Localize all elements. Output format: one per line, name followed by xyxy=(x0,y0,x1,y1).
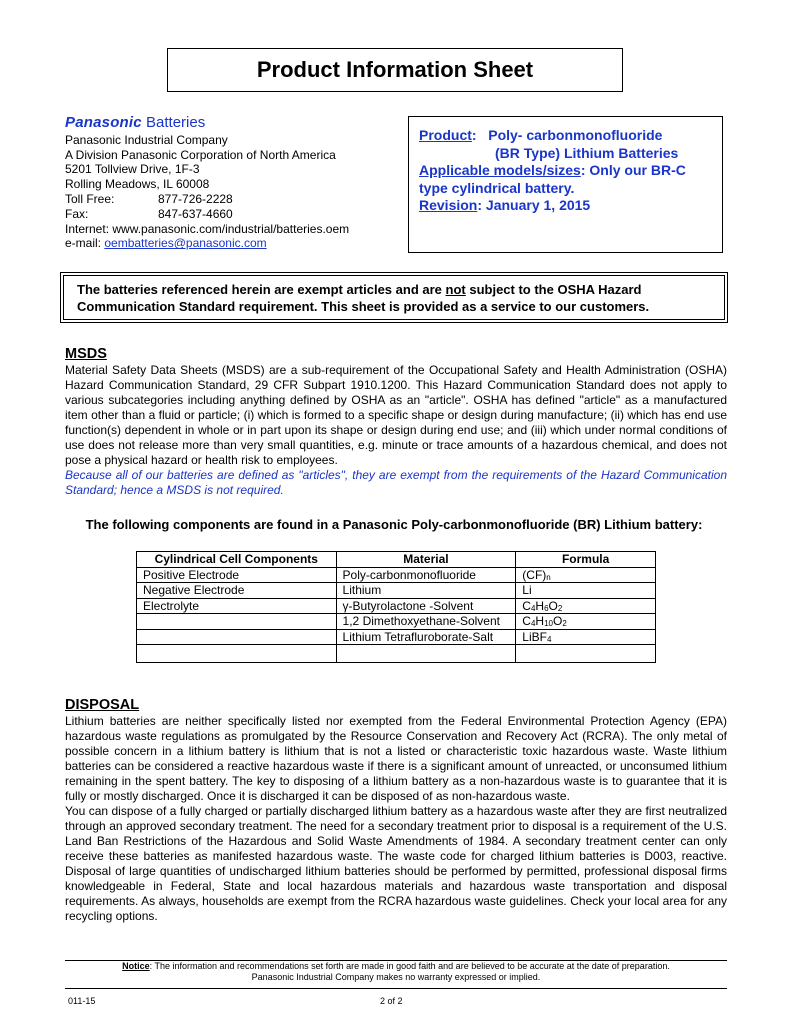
product-line1: Product: Poly- carbonmonofluoride xyxy=(419,127,663,143)
cell-material: Lithium xyxy=(336,583,516,599)
components-table xyxy=(136,551,656,663)
internet-row: Internet: www.panasonic.com/industrial/batteries.oem xyxy=(65,221,350,236)
formula-base: LiBF xyxy=(522,629,547,644)
company-address1: 5201 Tollview Drive, 1F-3 xyxy=(65,162,200,177)
email-link[interactable]: oembatteries@panasonic.com xyxy=(104,236,267,251)
formula-sub: 4 xyxy=(530,603,536,613)
tollfree-row xyxy=(65,192,395,207)
email-row xyxy=(65,236,395,251)
components-heading: The following components are found in a Panasonic Poly-carbonmonofluoride (BR) Lithium battery: xyxy=(85,517,703,532)
msds-body xyxy=(65,363,727,498)
cell-material: γ-Butyrolactone -Solvent xyxy=(336,598,516,614)
page-title: Product Information Sheet xyxy=(256,57,534,82)
exempt-notice-box xyxy=(60,272,728,323)
models-label: Applicable models/sizes xyxy=(419,162,581,178)
product-label: Product xyxy=(419,127,472,143)
revision-label: Revision xyxy=(419,197,478,213)
msds-heading: MSDS xyxy=(65,346,107,362)
table-row xyxy=(137,629,656,645)
notice-part1: The batteries referenced herein are exempt articles and are xyxy=(77,282,446,297)
disposal-paragraph-2: You can dispose of a fully charged or partially discharged lithium battery as a hazardous waste after they are first neutralized through an approved secondary treatment. The need for a secondary treatment prior to disposal is a requirement of the U.S. Land Ban Restrictions of the Hazardous and Solid Waste Amendments of 1984. A secondary treatment center can only receive these batteries as manifested hazardous waste. The waste code for charged lithium batteries is D003, reactive. Disposal of large quantities of undischarged lithium batteries should be performed by permitted, professional disposal firms knowledgeable in Federal, State and local hazardous materials and hazardous waste transportation and disposal requirements. As always, households are exempt from the RCRA hazardous waste guidelines. Check your local area for any recycling options. xyxy=(65,804,727,923)
company-name: Panasonic Industrial Company xyxy=(65,132,228,147)
brand-line xyxy=(65,116,395,131)
panasonic-logo: Panasonic xyxy=(65,114,142,131)
cell-formula xyxy=(516,583,656,599)
table-row xyxy=(137,645,656,663)
tollfree-number: 877-726-2228 xyxy=(158,191,233,206)
cell-material: Poly-carbonmonofluoride xyxy=(336,567,516,583)
formula-base: (CF) xyxy=(522,567,547,582)
notice-not: not xyxy=(445,282,466,297)
cell-component xyxy=(137,614,337,630)
revision-value: : January 1, 2015 xyxy=(477,197,591,213)
cell-formula xyxy=(516,629,656,645)
msds-italic-note: Because all of our batteries are defined as "articles", they are exempt from the requirements of the Hazard Communication Standard; hence a MSDS is not required. xyxy=(65,468,727,497)
disposal-heading: DISPOSAL xyxy=(65,697,140,713)
product-line2: (BR Type) Lithium Batteries xyxy=(495,144,679,161)
models-value: : Only our BR-C type cylindrical battery. xyxy=(419,162,686,196)
cell-formula xyxy=(516,645,656,663)
revision-line xyxy=(419,197,712,215)
cell-formula xyxy=(516,567,656,583)
cell-component xyxy=(137,645,337,663)
fax-row xyxy=(65,207,395,222)
brand-suffix: Batteries xyxy=(146,114,206,131)
footer-divider-2 xyxy=(65,988,727,989)
formula-sub: 4 xyxy=(546,634,552,644)
formula-rest: $H_{10}O_2$ xyxy=(535,614,567,629)
table-row xyxy=(137,583,656,599)
header-formula: Formula xyxy=(516,552,656,568)
models-line xyxy=(419,162,712,197)
table-header-row xyxy=(137,552,656,568)
table-row xyxy=(137,567,656,583)
table-row xyxy=(137,614,656,630)
footer-notice-text: : The information and recommendations set forth are made in good faith and are believed to be accurate at the date of preparation. xyxy=(149,961,670,971)
cell-component: Negative Electrode xyxy=(137,583,337,599)
cell-component: Electrolyte xyxy=(137,598,337,614)
company-address2: Rolling Meadows, IL 60008 xyxy=(65,177,210,192)
company-info xyxy=(65,116,395,251)
cell-material xyxy=(336,645,516,663)
header-material: Material xyxy=(336,552,516,568)
cell-component xyxy=(137,629,337,645)
cell-formula xyxy=(516,614,656,630)
msds-paragraph: Material Safety Data Sheets (MSDS) are a sub-requirement of the Occupational Safety and Health Administration (OSHA) Hazard Communication Standard, 29 CFR Subpart 1910.1200. This Hazard Communication Standard does not apply to various subcategories including anything defined by OSHA as an "article". OSHA has defined "article" as a manufactured item other than a fluid or particle; (i) which is formed to a specific shape or design during manufacture; (ii) which has end use function(s) dependent in whole or in part upon its shape or design during end use; and (iii) which under normal conditions of use does not release more than very small quantities, e.g. minute or trace amounts of a hazardous chemical, and does not pose a physical hazard or health risk to employees. xyxy=(65,363,727,467)
formula-rest: $H_6O_2$ xyxy=(535,598,563,613)
cell-material: 1,2 Dimethoxyethane-Solvent xyxy=(336,614,516,630)
fax-label: Fax: xyxy=(65,206,89,221)
footer-notice-line2: Panasonic Industrial Company makes no warranty expressed or implied. xyxy=(251,972,541,982)
formula-sub: 4 xyxy=(530,619,536,629)
company-division: A Division Panasonic Corporation of North America xyxy=(65,147,336,162)
formula-base: C xyxy=(522,614,531,629)
exempt-notice-text xyxy=(63,275,725,320)
footer-notice-line1 xyxy=(65,961,727,972)
tollfree-label: Toll Free: xyxy=(65,191,115,206)
formula-sub: n xyxy=(546,572,551,582)
formula-base: C xyxy=(522,598,531,613)
cell-material: Lithium Tetrafluroborate-Salt xyxy=(336,629,516,645)
page-number: 2 of 2 xyxy=(380,996,403,1006)
notice-part2: subject to the OSHA Hazard Communication Standard requirement. This sheet is provided as a service to our customers. xyxy=(77,282,650,314)
disposal-body xyxy=(65,714,727,924)
header-components: Cylindrical Cell Components xyxy=(137,552,337,568)
footer-notice-label: Notice xyxy=(122,961,150,971)
title-box xyxy=(167,48,623,92)
disposal-paragraph-1: Lithium batteries are neither specifically listed nor exempted from the Federal Environmental Protection Agency (EPA) hazardous waste regulations as promulgated by the Resource Conservation and Recovery Act (RCRA). The only metal of possible concern in a lithium battery is lithium that is not a listed or characteristic toxic hazardous waste. Waste lithium batteries can be considered a reactive hazardous waste if there is a significant amount of unreacted, or unconsumed lithium remaining in the spent battery. The key to disposing of a lithium battery as a non-hazardous waste is to guarantee that it is fully or mostly discharged. Once it is discharged it can be disposed of as non-hazardous waste. xyxy=(65,714,727,803)
fax-number: 847-637-4660 xyxy=(158,206,233,221)
email-label: e-mail: xyxy=(65,236,105,251)
cell-formula xyxy=(516,598,656,614)
product-box xyxy=(408,116,723,253)
footer-notice xyxy=(65,961,727,983)
document-id: 011-15 xyxy=(68,996,96,1006)
product-name: Poly- carbonmonofluoride xyxy=(488,127,663,143)
cell-component: Positive Electrode xyxy=(137,567,337,583)
table-row xyxy=(137,598,656,614)
formula-base: Li xyxy=(522,583,532,598)
